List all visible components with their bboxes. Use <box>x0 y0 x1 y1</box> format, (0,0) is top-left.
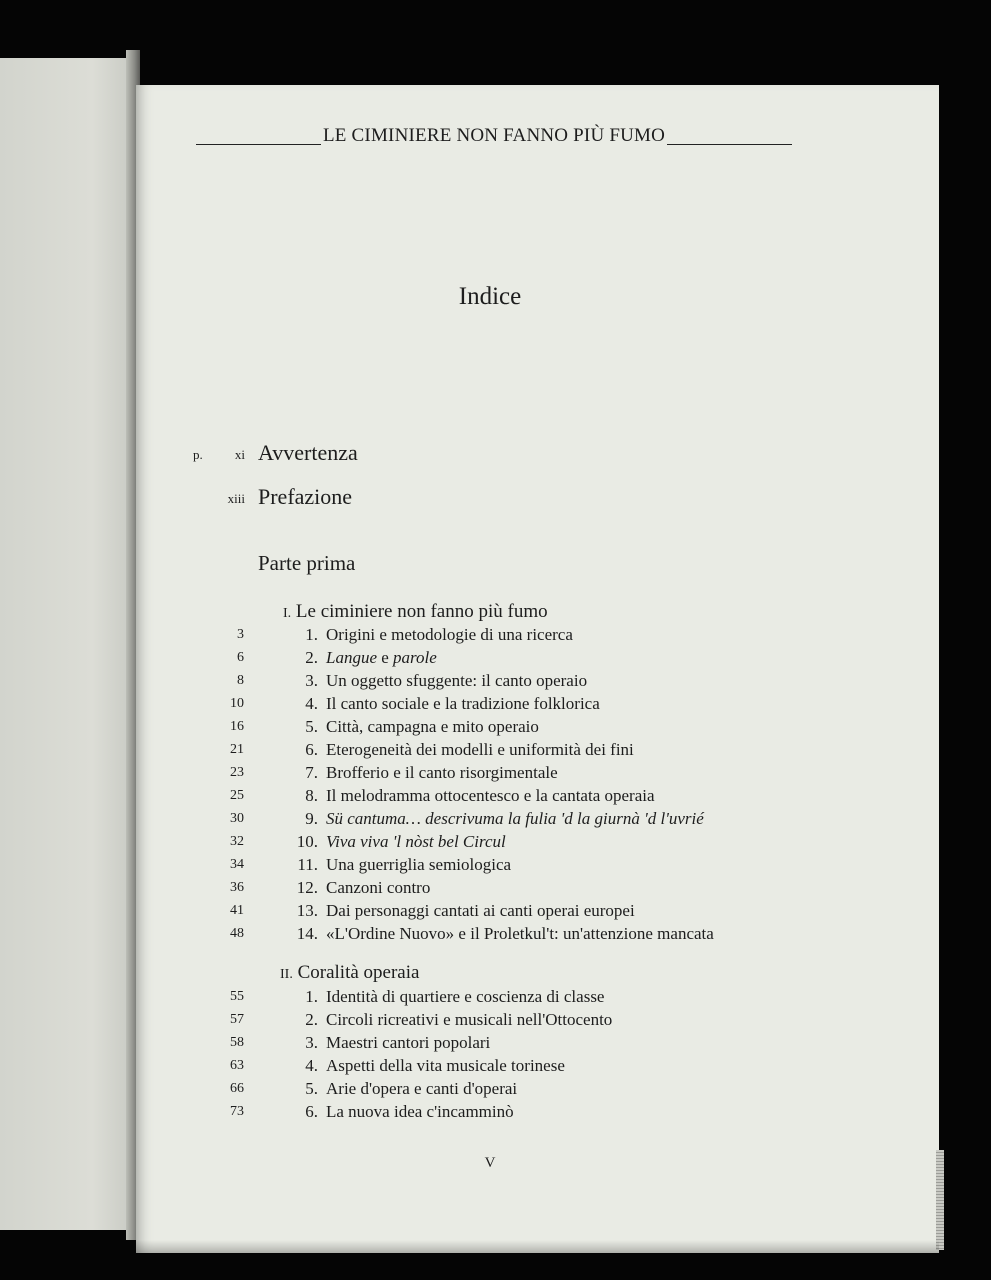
entry-title: Il melodramma ottocentesco e la cantata operaia <box>326 786 655 805</box>
entry-number: 3. <box>305 1033 318 1052</box>
page-title: Indice <box>458 283 522 310</box>
entry-title-italic: Langue <box>326 648 377 667</box>
entry-title: Un oggetto sfuggente: il canto operaio <box>326 671 588 690</box>
front-page-number: xi <box>234 447 245 462</box>
entry-page: 36 <box>230 880 244 895</box>
entry-title-conjunction: e <box>377 648 394 667</box>
entry-title: Origini e metodologie di una ricerca <box>326 625 573 644</box>
page-bottom-shadow <box>136 1240 939 1254</box>
entry-number: 4. <box>305 694 318 713</box>
entry-title: Arie d'opera e canti d'operai <box>326 1079 518 1098</box>
entry-page: 23 <box>230 765 244 780</box>
entry-number: 4. <box>305 1056 318 1075</box>
entry-title: Viva viva 'l nòst bel Circul <box>326 832 506 851</box>
entry-page: 3 <box>237 627 244 642</box>
running-head-rule-right <box>667 144 792 145</box>
entry-page: 6 <box>237 650 244 665</box>
entry-title: «L'Ordine Nuovo» e il Proletkul't: un'attenzione mancata <box>326 924 714 943</box>
entry-title: Brofferio e il canto risorgimentale <box>326 763 558 782</box>
entry-title: Identità di quartiere e coscienza di classe <box>326 987 605 1006</box>
entry-number: 8. <box>305 786 318 805</box>
page-number: V <box>484 1155 496 1171</box>
entry-title: Canzoni contro <box>326 878 431 897</box>
entry-title: Dai personaggi cantati ai canti operai europei <box>326 901 635 920</box>
book-page <box>136 85 939 1253</box>
entry-number: 1. <box>305 987 318 1006</box>
entry-page: 10 <box>230 696 244 711</box>
chapter-roman: II. <box>280 967 293 982</box>
entry-page: 48 <box>230 926 244 941</box>
entry-number: 9. <box>305 809 318 828</box>
entry-number: 7. <box>305 763 318 782</box>
entry-page: 32 <box>230 834 244 849</box>
entry-title: Sü cantuma… descrivuma la fulia 'd la giurnà 'd l'uvrié <box>326 809 704 828</box>
entry-number: 2. <box>305 648 318 667</box>
entry-number: 1. <box>305 625 318 644</box>
entry-page: 63 <box>230 1058 244 1073</box>
entry-number: 12. <box>296 878 318 897</box>
entry-number: 10. <box>296 832 318 851</box>
front-label: Avvertenza <box>258 440 358 465</box>
chapter-title: Le ciminiere non fanno più fumo <box>295 601 548 622</box>
entry-title: Circoli ricreativi e musicali nell'Ottocento <box>326 1010 613 1029</box>
entry-page: 66 <box>230 1081 244 1096</box>
entry-page: 55 <box>230 989 244 1004</box>
entry-page: 16 <box>230 719 244 734</box>
chapter-heading <box>280 962 419 984</box>
entry-number: 2. <box>305 1010 318 1029</box>
page-edge <box>936 1150 944 1250</box>
entry-page: 30 <box>230 811 244 826</box>
entry-title: Città, campagna e mito operaio <box>326 717 539 736</box>
entry-number: 6. <box>305 1102 318 1121</box>
entry-number: 11. <box>297 855 318 874</box>
entry-page: 41 <box>230 903 244 918</box>
running-head <box>196 121 792 147</box>
running-head-rule-left <box>196 144 321 145</box>
entry-page: 57 <box>230 1012 244 1027</box>
entry-title: Aspetti della vita musicale torinese <box>326 1056 565 1075</box>
entry-number: 5. <box>305 1079 318 1098</box>
front-page-number: xiii <box>227 491 245 506</box>
entry-title: Maestri cantori popolari <box>326 1033 491 1052</box>
entry-title: Una guerriglia semiologica <box>326 855 512 874</box>
entry-title: Eterogeneità dei modelli e uniformità dei fini <box>326 740 634 759</box>
entry-number: 3. <box>305 671 318 690</box>
front-label: Prefazione <box>258 484 353 509</box>
entry-page: 21 <box>230 742 244 757</box>
entry-page: 73 <box>230 1104 244 1119</box>
facing-page <box>0 58 133 1230</box>
chapter-heading <box>283 601 548 623</box>
entry-title: La nuova idea c'incamminò <box>326 1102 514 1121</box>
chapter-title: Coralità operaia <box>297 962 420 983</box>
entry-title: Il canto sociale e la tradizione folklorica <box>326 694 600 713</box>
entry-page: 34 <box>230 857 244 872</box>
entry-number: 6. <box>305 740 318 759</box>
entry-page: 25 <box>230 788 244 803</box>
entry-page: 58 <box>230 1035 244 1050</box>
entry-page: 8 <box>237 673 244 688</box>
entry-title <box>326 648 437 668</box>
part-title: Parte prima <box>258 551 356 575</box>
entry-title-italic: parole <box>393 648 437 667</box>
running-head-text: LE CIMINIERE NON FANNO PIÙ FUMO <box>322 125 666 146</box>
chapter-roman: I. <box>283 606 292 621</box>
entry-number: 5. <box>305 717 318 736</box>
entry-number: 13. <box>296 901 318 920</box>
entry-number: 14. <box>296 924 318 943</box>
page-prefix: p. <box>193 447 203 462</box>
